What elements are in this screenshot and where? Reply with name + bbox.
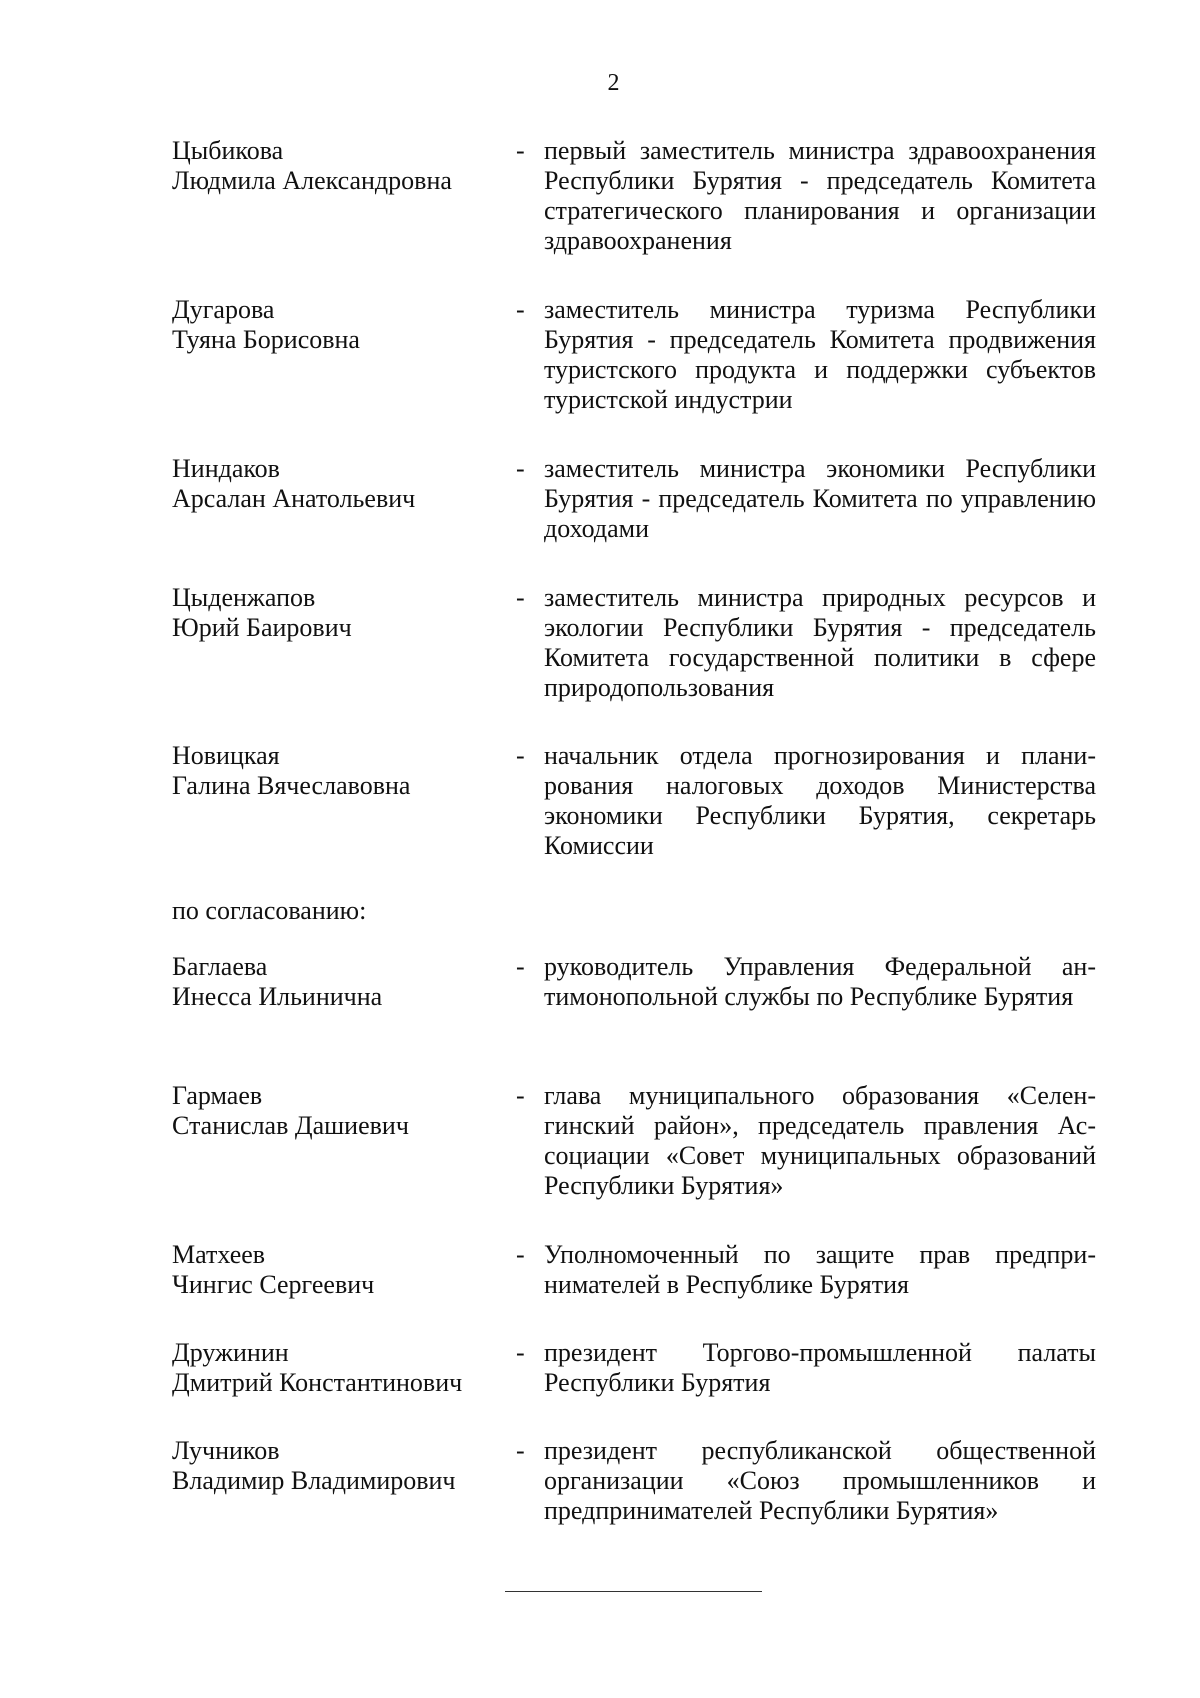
dash-separator: - [516,1081,525,1110]
member-role: Уполномоченный по защите прав предпринимателей в Республике Бурятия [544,1240,1096,1299]
member-given-names: Станислав Дашиевич [172,1111,409,1140]
member-surname: Новицкая [172,741,280,770]
member-surname: Матхеев [172,1240,266,1269]
dash-separator: - [516,1338,525,1367]
member-given-names: Юрий Баирович [172,613,352,642]
section-label-by-agreement: по согласованию: [172,896,367,925]
member-given-names: Владимир Владимирович [172,1466,456,1495]
dash-separator: - [516,136,525,165]
member-name [172,1081,512,1141]
member-name [172,295,512,355]
member-given-names: Дмитрий Константинович [172,1368,463,1397]
member-name [172,1338,512,1398]
dash-separator: - [516,1240,525,1269]
member-role: заместитель министра природных ресурсов и экологии Республики Бурятия - председатель Комитета государственной политики в сфере природопользования [544,583,1096,702]
member-given-names: Чингис Сергеевич [172,1270,375,1299]
member-surname: Лучников [172,1436,280,1465]
closing-divider-line [505,1591,762,1592]
member-name [172,583,512,643]
dash-separator: - [516,741,525,770]
dash-separator: - [516,583,525,612]
dash-separator: - [516,952,525,981]
dash-separator: - [516,454,525,483]
member-name [172,136,512,196]
member-name [172,1436,512,1496]
member-role: заместитель министра туризма Республики Бурятия - председатель Комитета продвижения туристского продукта и поддержки субъектов туристской индустрии [544,295,1096,414]
member-role: начальник отдела прогнозирования и планирования налоговых доходов Министерства экономики Республики Бурятия, секретарь Комиссии [544,741,1096,860]
member-surname: Цыбикова [172,136,284,165]
member-surname: Ниндаков [172,454,280,483]
member-surname: Баглаева [172,952,268,981]
dash-separator: - [516,1436,525,1465]
member-role: президент Торгово-промышленной палаты Республики Бурятия [544,1338,1096,1397]
member-name [172,741,512,801]
member-name [172,454,512,514]
member-role: президент республиканской общественной организации «Союз промышленников и предпринимателей Республики Бурятия» [544,1436,1096,1525]
member-role: заместитель министра экономики Республики Бурятия - председатель Комитета по управлению доходами [544,454,1096,543]
page-number: 2 [607,70,620,96]
member-given-names: Людмила Александровна [172,166,452,195]
member-given-names: Арсалан Анатольевич [172,484,416,513]
member-role: первый заместитель министра здравоохранения Республики Бурятия - председатель Комитета стратегического планирования и организации здравоохранения [544,136,1096,255]
member-role: глава муниципального образования «Селенгинский район», председатель правления Ассоциации «Совет муниципальных образований Республики Бурятия» [544,1081,1096,1200]
member-name [172,952,512,1012]
member-given-names: Галина Вячеславовна [172,771,411,800]
dash-separator: - [516,295,525,324]
member-surname: Дугарова [172,295,275,324]
member-name [172,1240,512,1300]
member-surname: Дружинин [172,1338,289,1367]
member-surname: Гармаев [172,1081,263,1110]
member-given-names: Инесса Ильинична [172,982,383,1011]
member-role: руководитель Управления Федеральной антимонопольной службы по Республике Бурятия [544,952,1096,1011]
member-surname: Цыденжапов [172,583,316,612]
member-given-names: Туяна Борисовна [172,325,360,354]
